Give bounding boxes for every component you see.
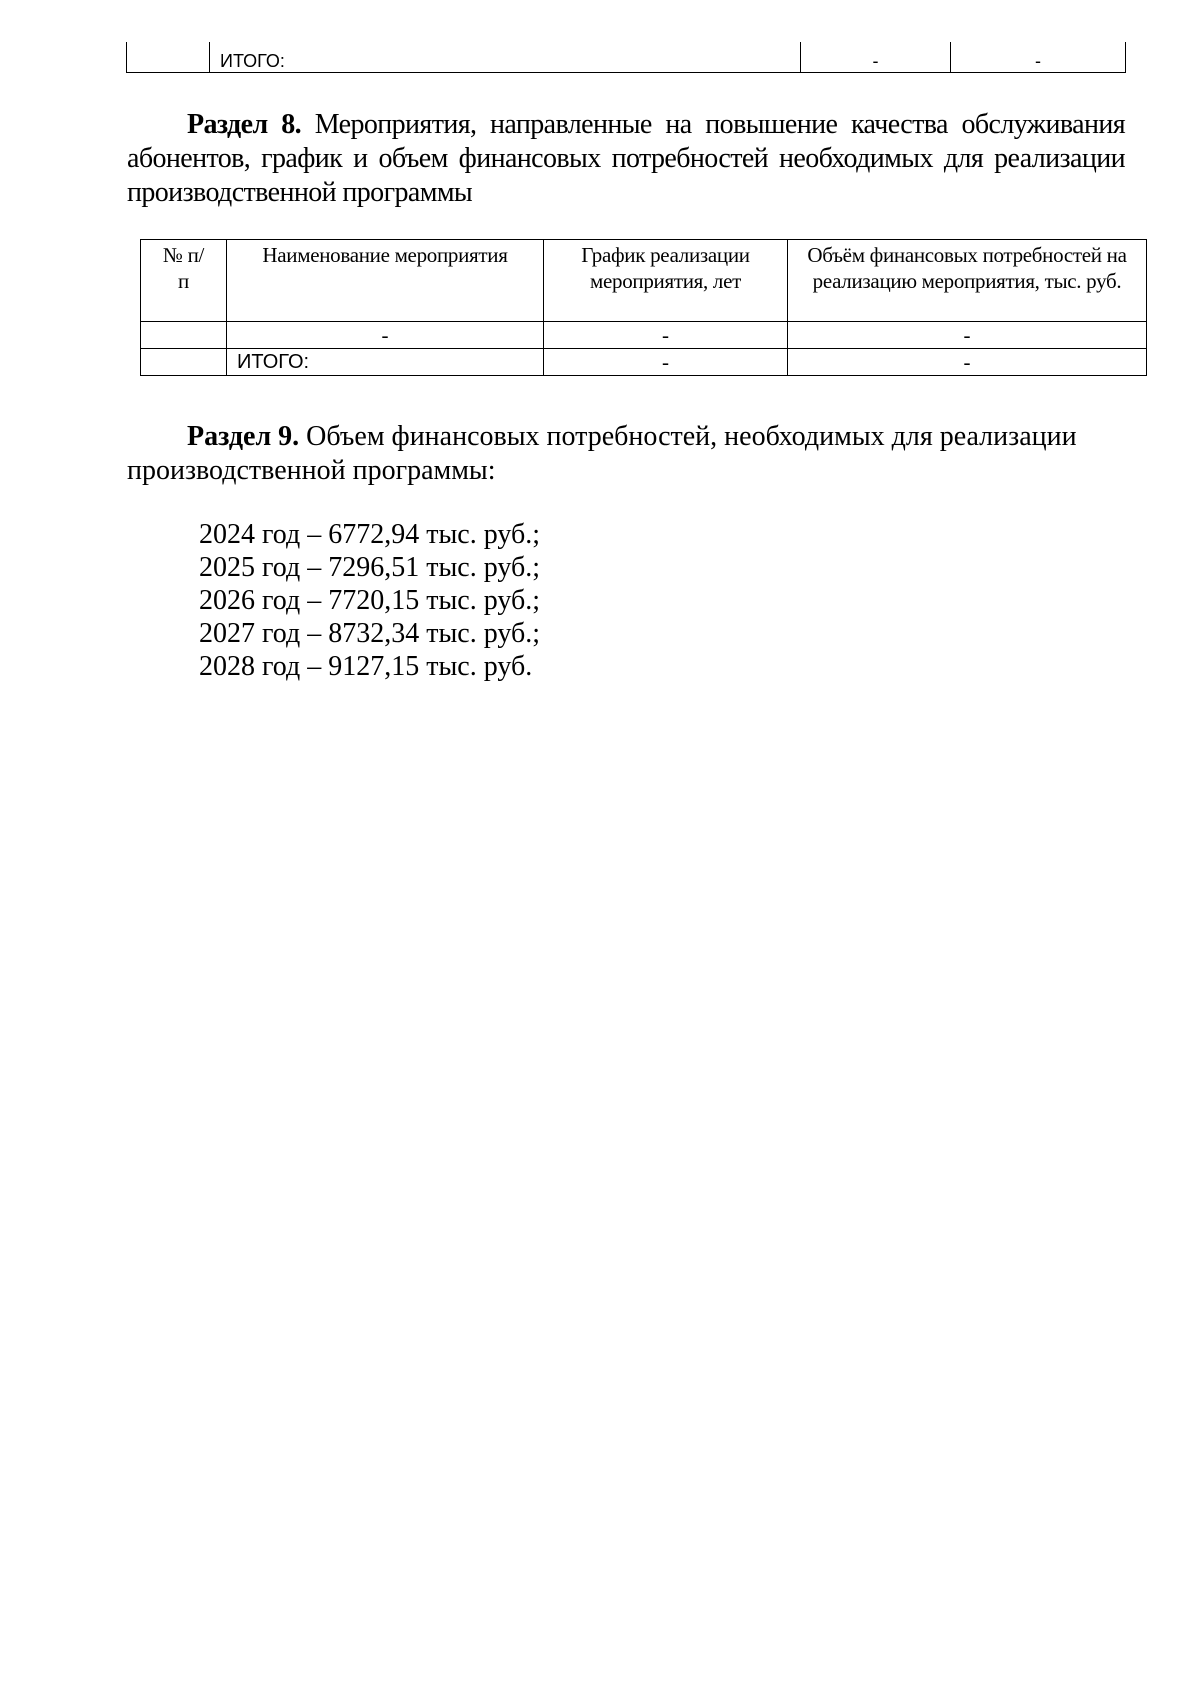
column-header-name: Наименование мероприятия [227, 240, 544, 322]
table-cell [141, 322, 227, 349]
table-cell [141, 349, 227, 376]
table-cell: - [788, 322, 1147, 349]
table-header-row [141, 240, 1147, 322]
section-8-lead: Раздел 8. [187, 109, 302, 140]
table-cell: - [801, 42, 951, 73]
list-item: 2026 год – 7720,15 тыс. руб.; [199, 585, 540, 616]
list-item: 2028 год – 9127,15 тыс. руб. [199, 651, 533, 682]
total-label: ИТОГО: [210, 42, 801, 73]
column-header-number: № п/п [141, 240, 227, 322]
section-9-lead: Раздел 9. [187, 421, 300, 452]
table-cell: - [951, 42, 1126, 73]
section-9-heading [127, 420, 1127, 488]
total-label: ИТОГО: [227, 349, 544, 376]
column-header-amount: Объём финансовых потребностей на реализацию мероприятия, тыс. руб. [788, 240, 1147, 322]
table-cell: - [544, 349, 788, 376]
list-item: 2027 год – 8732,34 тыс. руб.; [199, 618, 540, 649]
section-8-table [140, 239, 1147, 376]
section-8-heading [127, 108, 1125, 210]
table-row [141, 349, 1147, 376]
yearly-amounts-list [199, 518, 540, 683]
previous-table-total-row [126, 42, 1126, 73]
table-row [141, 322, 1147, 349]
table-cell: - [544, 322, 788, 349]
table-cell: - [227, 322, 544, 349]
table-cell: - [788, 349, 1147, 376]
section-8-text: Мероприятия, направленные на повышение качества обслуживания абонентов, график и объем финансовых потребностей необходимых для реализации производственной программы [127, 109, 1125, 208]
list-item: 2025 год – 7296,51 тыс. руб.; [199, 552, 540, 583]
table-cell [127, 42, 210, 73]
column-header-schedule: График реализации мероприятия, лет [544, 240, 788, 322]
table-row [127, 42, 1126, 73]
section-9-text: Объем финансовых потребностей, необходимых для реализации производственной программы: [127, 421, 1077, 486]
list-item: 2024 год – 6772,94 тыс. руб.; [199, 519, 540, 550]
